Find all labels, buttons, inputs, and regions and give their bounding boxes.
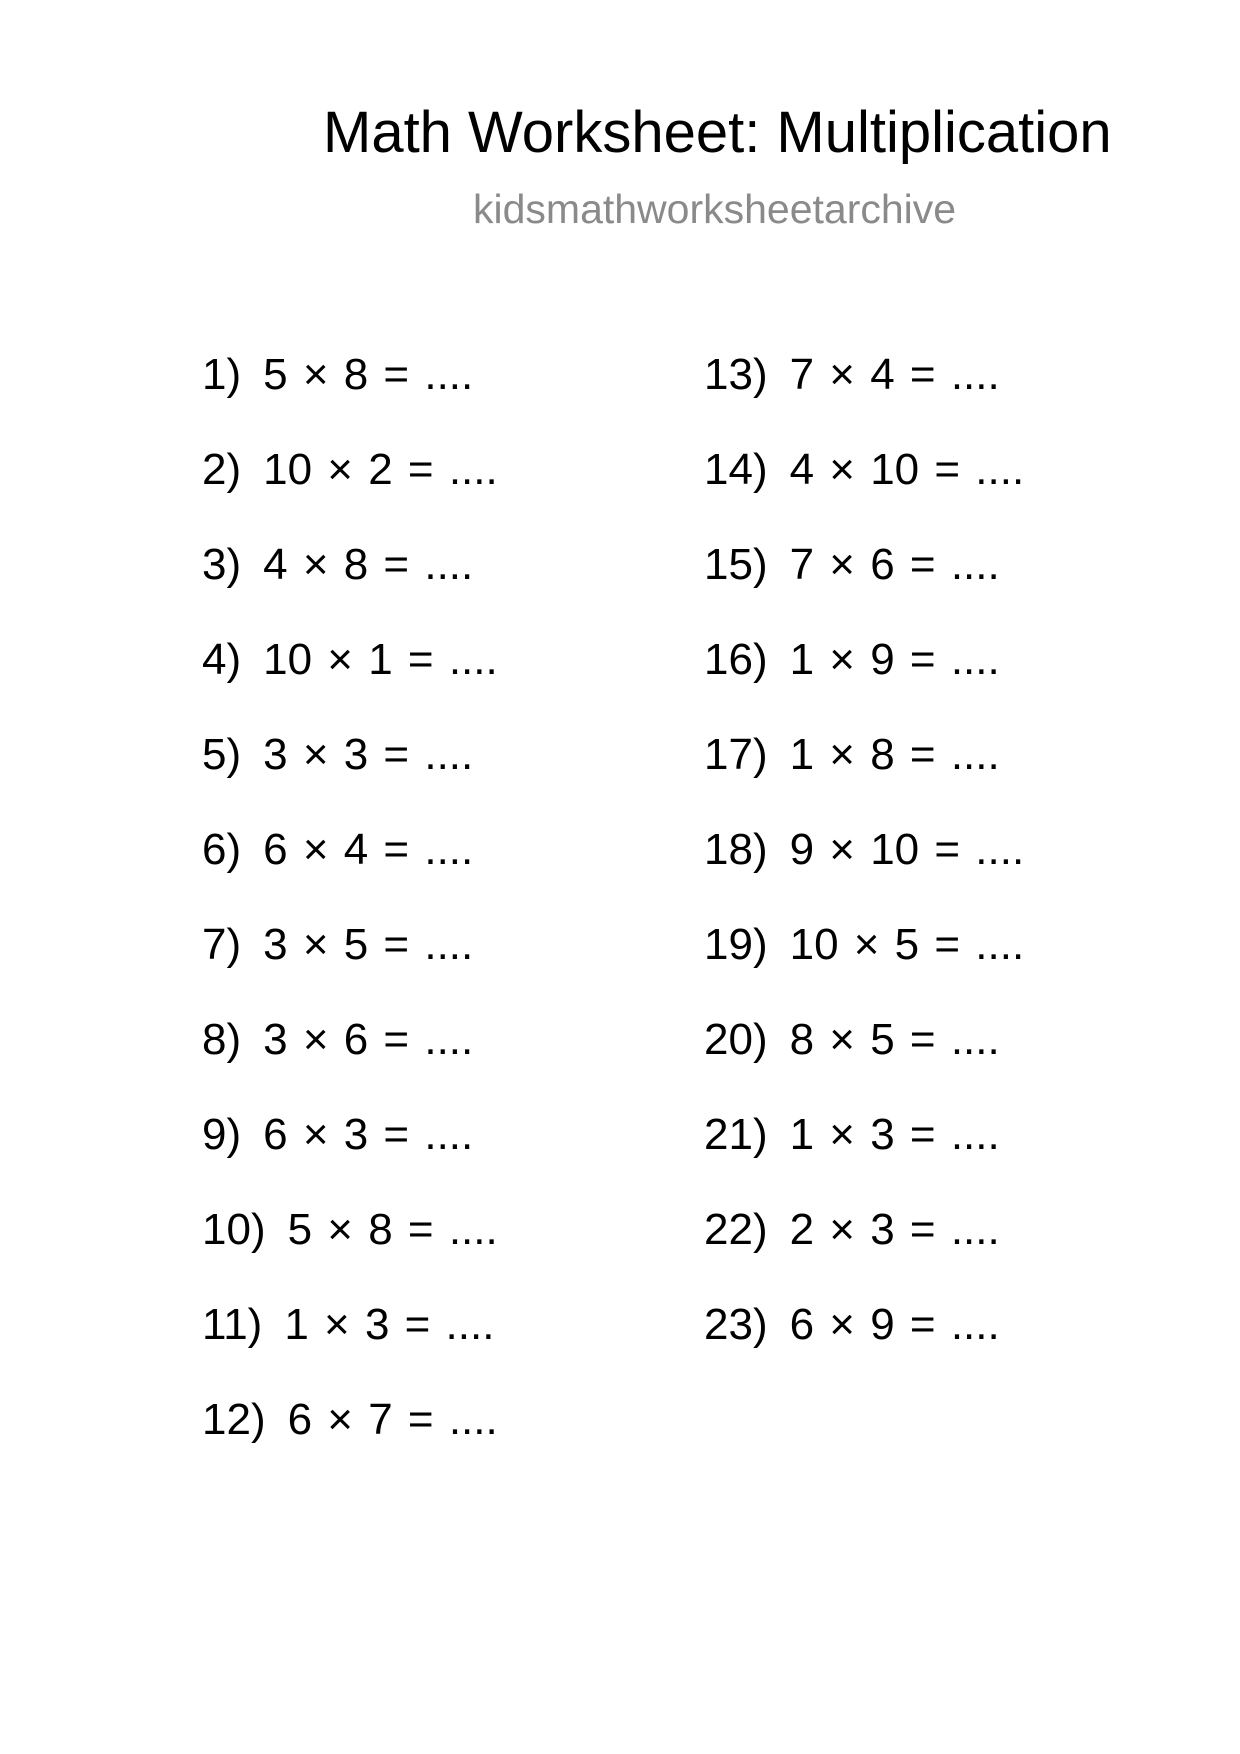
problem-expression: 3 × 3 = .... [263, 730, 474, 779]
problem-expression: 6 × 3 = .... [263, 1110, 474, 1159]
problem-item [202, 920, 498, 1015]
problem-expression: 5 × 8 = .... [263, 350, 474, 399]
problem-expression: 5 × 8 = .... [287, 1205, 498, 1254]
problem-number: 9) [202, 1110, 242, 1159]
problem-item [704, 635, 1024, 730]
problem-item [704, 1110, 1024, 1205]
problem-number: 17) [704, 730, 768, 779]
problem-expression: 10 × 2 = .... [263, 445, 498, 494]
problem-number: 12) [202, 1395, 266, 1444]
problem-item [202, 825, 498, 920]
problem-number: 22) [704, 1205, 768, 1254]
problem-expression: 8 × 5 = .... [789, 1015, 1000, 1064]
problem-number: 18) [704, 825, 768, 874]
problem-item [202, 1395, 498, 1490]
problem-item [202, 1015, 498, 1110]
problem-expression: 10 × 5 = .... [789, 920, 1025, 969]
problem-number: 13) [704, 350, 768, 399]
problem-number: 10) [202, 1205, 266, 1254]
problem-item [202, 730, 498, 825]
problem-item [202, 445, 498, 540]
problem-number: 20) [704, 1015, 768, 1064]
problem-expression: 4 × 8 = .... [263, 540, 474, 589]
problem-item [704, 1015, 1024, 1110]
problem-number: 3) [202, 540, 242, 589]
problem-expression: 1 × 3 = .... [789, 1110, 1000, 1159]
problem-expression: 3 × 5 = .... [263, 920, 474, 969]
problem-expression: 3 × 6 = .... [263, 1015, 474, 1064]
problem-expression: 4 × 10 = .... [789, 445, 1025, 494]
worksheet-title: Math Worksheet: Multiplication [323, 100, 1112, 165]
problem-expression: 1 × 8 = .... [789, 730, 1000, 779]
problem-expression: 2 × 3 = .... [789, 1205, 1000, 1254]
problem-number: 1) [202, 350, 242, 399]
problem-item [704, 445, 1024, 540]
problem-item [704, 825, 1024, 920]
problem-number: 7) [202, 920, 242, 969]
problem-number: 6) [202, 825, 242, 874]
problem-number: 8) [202, 1015, 242, 1064]
problem-column-right [704, 350, 1024, 1395]
problem-column-left [202, 350, 498, 1490]
problem-expression: 1 × 3 = .... [284, 1300, 495, 1349]
problem-number: 19) [704, 920, 768, 969]
problem-expression: 7 × 4 = .... [789, 350, 1000, 399]
problem-number: 4) [202, 635, 242, 684]
worksheet-source: kidsmathworksheetarchive [473, 186, 957, 232]
problem-expression: 6 × 9 = .... [789, 1300, 1000, 1349]
problem-item [202, 1300, 498, 1395]
problem-item [202, 635, 498, 730]
problem-number: 11) [202, 1300, 263, 1349]
problem-item [704, 1300, 1024, 1395]
problem-number: 15) [704, 540, 768, 589]
problem-item [704, 540, 1024, 635]
problem-expression: 10 × 1 = .... [263, 635, 498, 684]
problem-number: 16) [704, 635, 768, 684]
problem-item [704, 920, 1024, 1015]
problem-number: 2) [202, 445, 242, 494]
problem-item [202, 1110, 498, 1205]
problem-item [202, 350, 498, 445]
problem-expression: 6 × 7 = .... [287, 1395, 498, 1444]
problem-number: 5) [202, 730, 242, 779]
problem-item [704, 1205, 1024, 1300]
problem-item [704, 730, 1024, 825]
problem-number: 23) [704, 1300, 768, 1349]
problem-expression: 6 × 4 = .... [263, 825, 474, 874]
problem-number: 21) [704, 1110, 768, 1159]
problem-expression: 1 × 9 = .... [789, 635, 1000, 684]
problem-number: 14) [704, 445, 768, 494]
problem-expression: 9 × 10 = .... [789, 825, 1025, 874]
problem-expression: 7 × 6 = .... [789, 540, 1000, 589]
problem-item [704, 350, 1024, 445]
problem-item [202, 540, 498, 635]
problem-item [202, 1205, 498, 1300]
